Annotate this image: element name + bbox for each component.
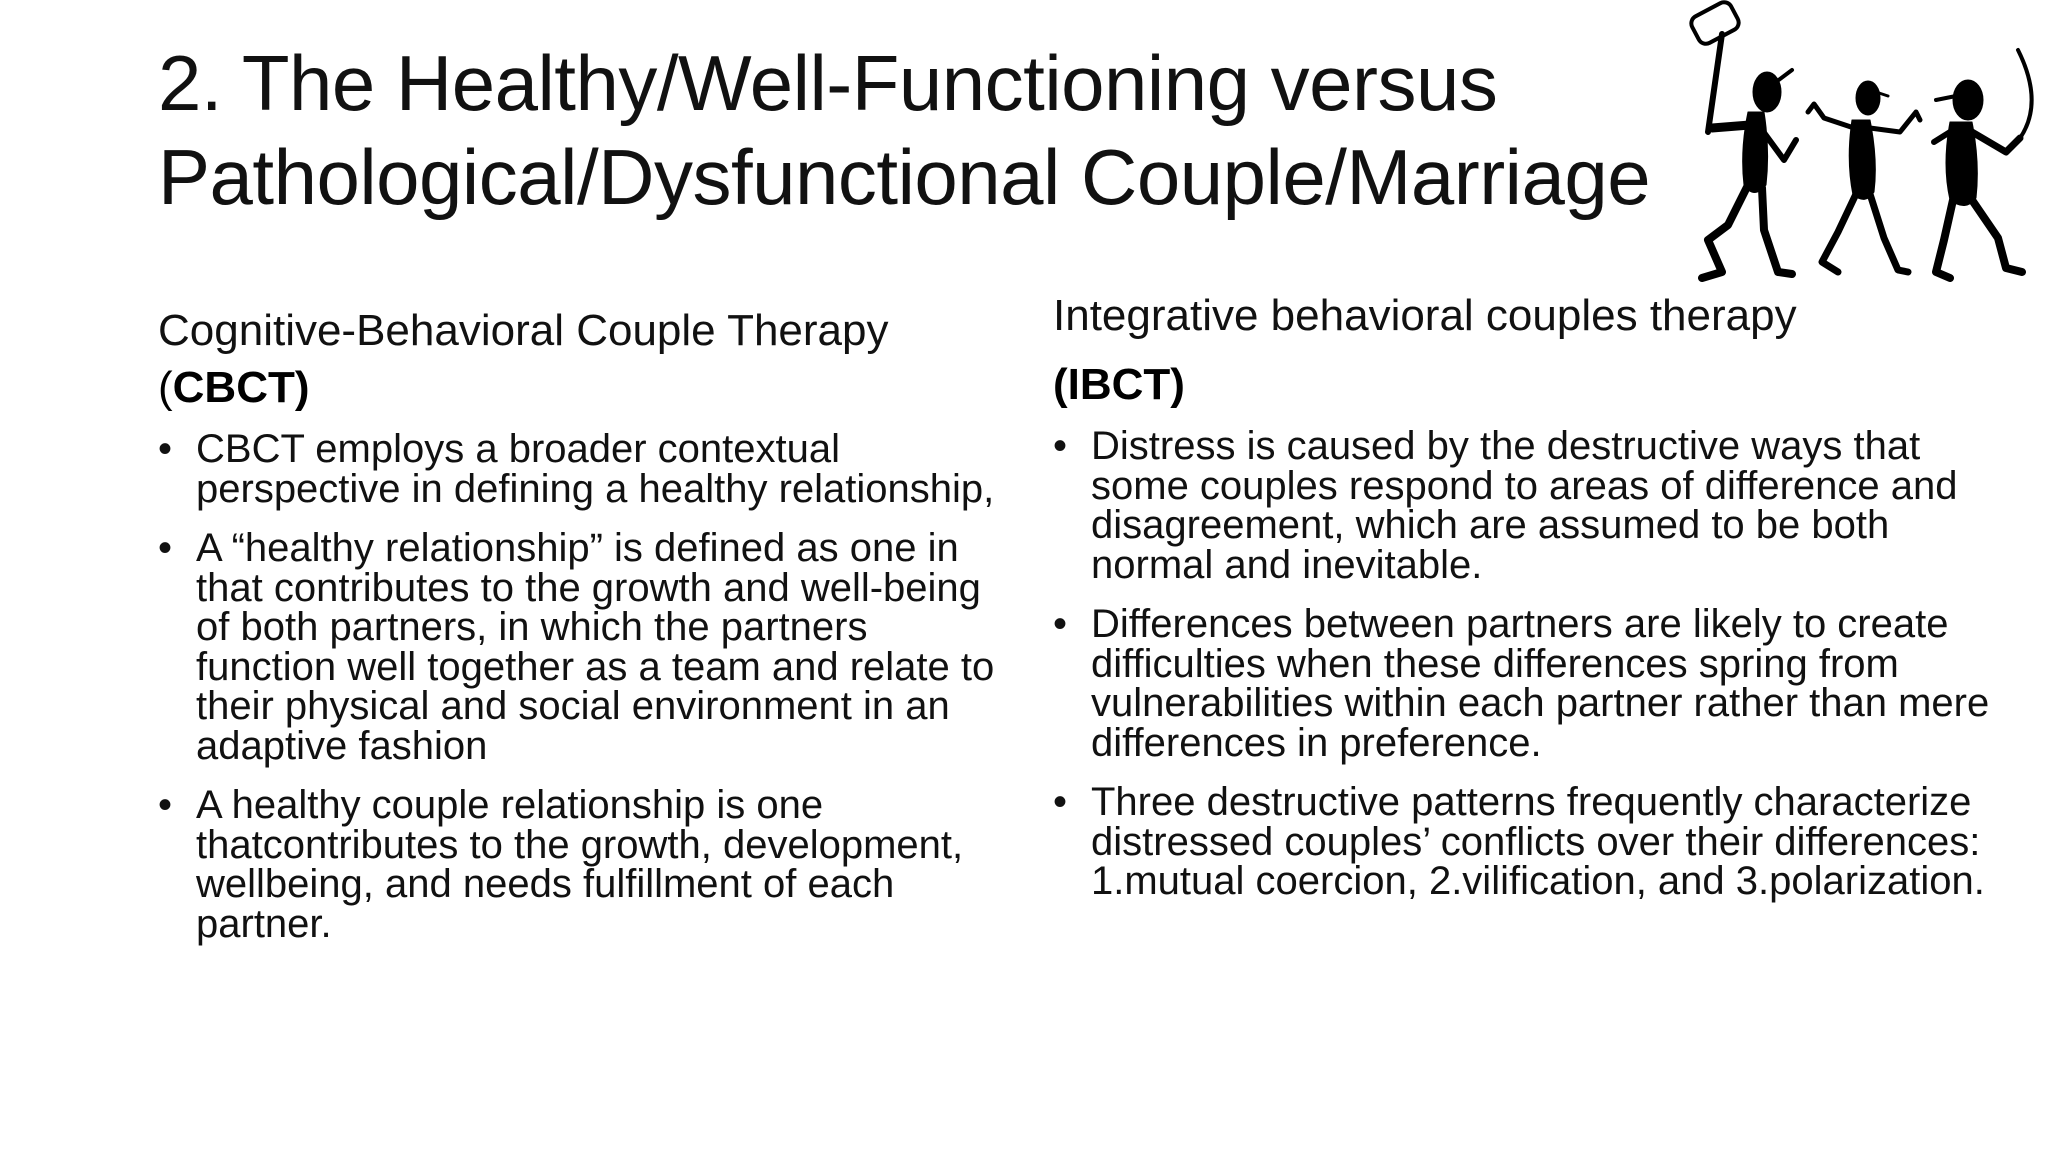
cbct-heading: Cognitive-Behavioral Couple Therapy <box>158 306 889 355</box>
cbct-bullet-list <box>158 427 1018 946</box>
cbct-abbr-open-paren: ( <box>158 363 173 412</box>
cbct-abbreviation <box>158 360 1018 416</box>
list-item <box>1053 780 1993 903</box>
list-item <box>158 526 1018 768</box>
list-item <box>1053 602 1993 765</box>
ibct-abbr-label: (IBCT) <box>1053 360 1185 409</box>
cbct-abbr-label: CBCT) <box>172 363 310 412</box>
bullet-text: Distress is caused by the destructive ways that some couples respond to areas of difference and disagreement, which are assumed to be both normal and inevitable. <box>1091 424 1958 587</box>
ibct-column <box>1053 287 1993 922</box>
bullet-dot-icon: • <box>1053 424 1068 468</box>
bullet-text: Differences between partners are likely to create difficulties when these differences spring from vulnerabilities within each partner rather than mere differences in preference. <box>1091 602 1990 765</box>
list-item <box>158 427 1018 511</box>
bullet-text: A healthy couple relationship is one thatcontributes to the growth, development, wellbeing, and needs fulfillment of each partner. <box>196 783 964 946</box>
list-item <box>158 783 1018 946</box>
bullet-dot-icon: • <box>158 526 173 570</box>
slide-title <box>158 36 1698 224</box>
ibct-bullet-list <box>1053 424 1993 903</box>
ibct-abbreviation <box>1053 357 1993 413</box>
slide-title-line-1: 2. The Healthy/Well-Functioning versus <box>158 39 1498 127</box>
bullet-dot-icon: • <box>158 427 173 471</box>
cbct-column <box>158 302 1018 964</box>
bullet-text: A “healthy relationship” is defined as one in that contributes to the growth and well-being of both partners, in which the partners function well together as a team and relate to their physical and social environment in an adaptive fashion <box>196 526 995 768</box>
slide-title-line-2: Pathological/Dysfunctional Couple/Marriage <box>158 133 1651 221</box>
ibct-heading: Integrative behavioral couples therapy <box>1053 291 1797 340</box>
three-fighting-stick-figures-icon <box>1688 0 2048 288</box>
bullet-dot-icon: • <box>1053 780 1068 824</box>
bullet-text: CBCT employs a broader contextual perspective in defining a healthy relationship, <box>196 427 995 511</box>
list-item <box>1053 424 1993 587</box>
bullet-text: Three destructive patterns frequently characterize distressed couples’ conflicts over their differences: 1.mutual coercion, 2.vilification, and 3.polarization. <box>1091 780 1985 903</box>
bullet-dot-icon: • <box>1053 602 1068 646</box>
bullet-dot-icon: • <box>158 783 173 827</box>
